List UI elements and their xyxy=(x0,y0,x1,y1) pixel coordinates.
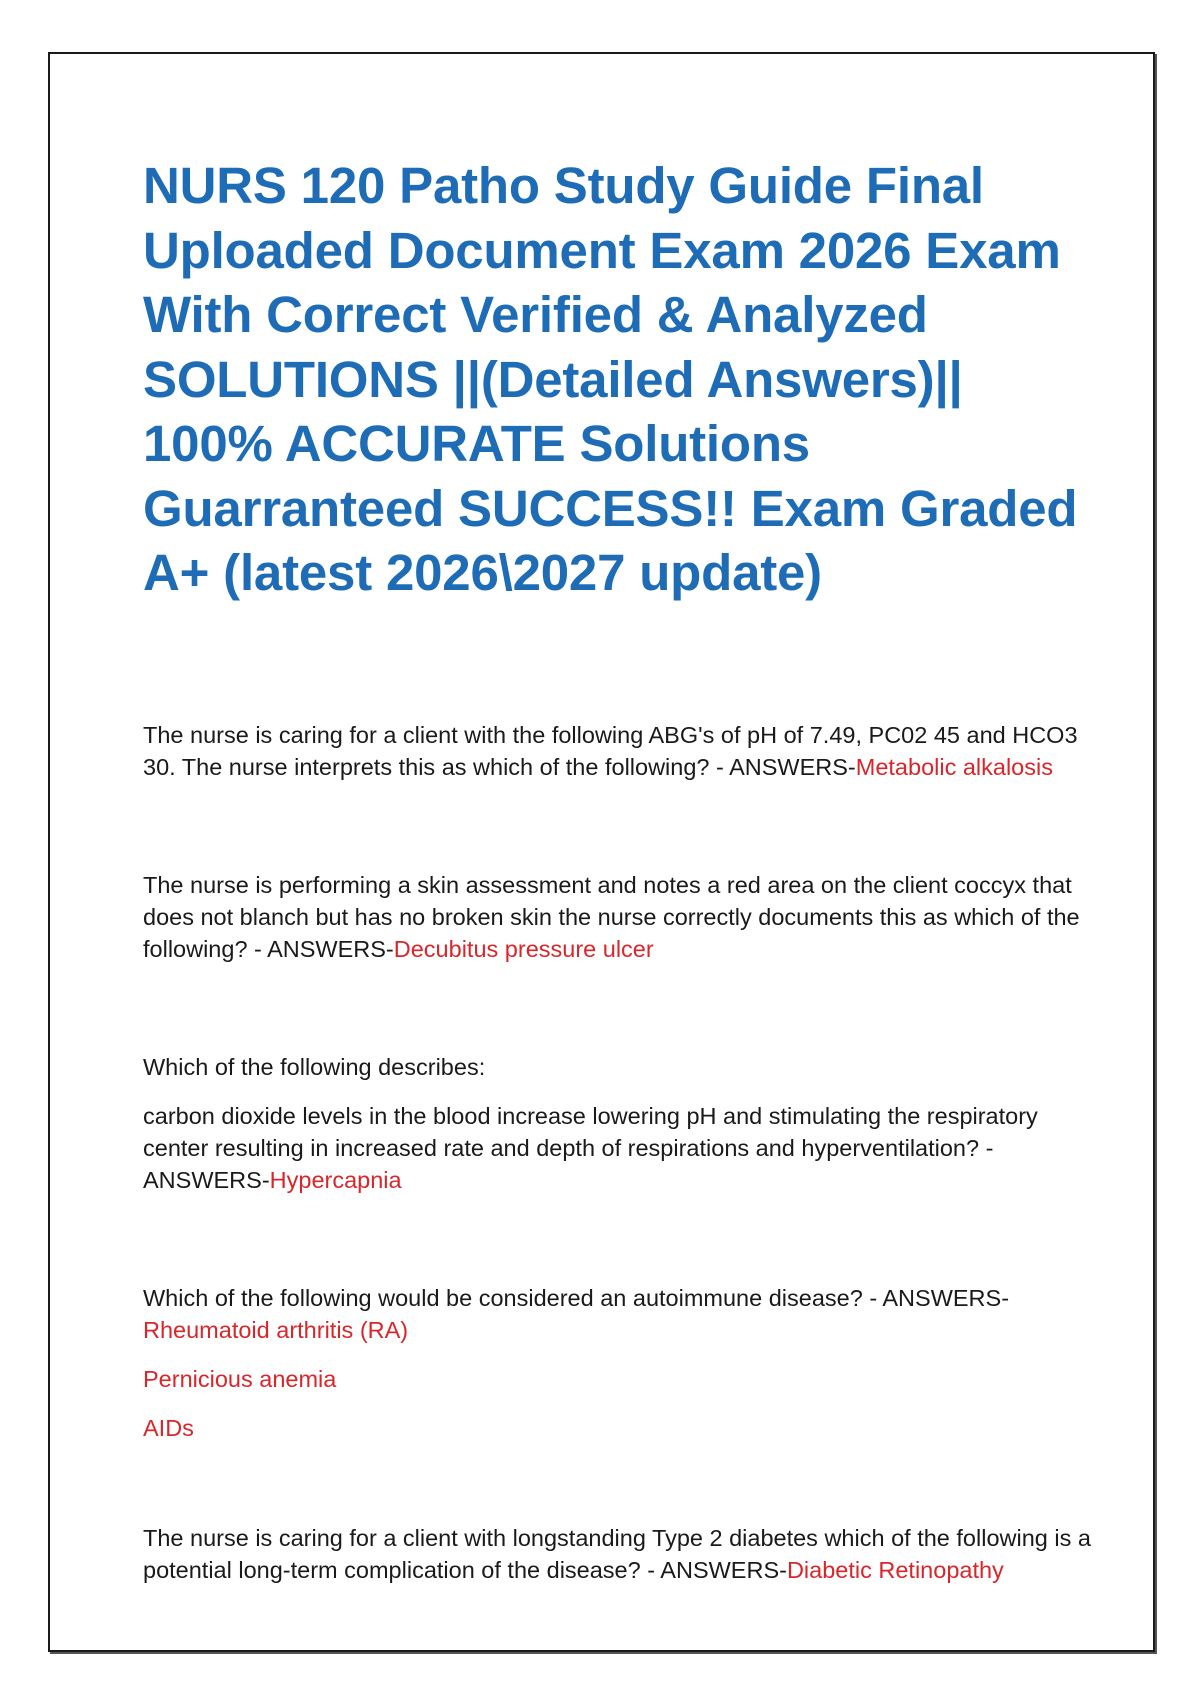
answer-text: Hypercapnia xyxy=(269,1166,402,1193)
answer-text: Decubitus pressure ulcer xyxy=(393,935,654,962)
document-title: NURS 120 Patho Study Guide Final Uploaded Document Exam 2026 Exam With Correct Verified & Analyzed SOLUTIONS ||(Detailed Answers)|| 100% ACCURATE Solutions Guarranteed SUCCESS!! Exam Graded A+ (latest 2026\2027 update) xyxy=(143,157,1078,601)
answer-prefix: - ANSWERS- xyxy=(647,1556,787,1583)
answer-text: Diabetic Retinopathy xyxy=(786,1556,1004,1583)
answer-prefix: - ANSWERS- xyxy=(716,753,856,780)
question-intro: Which of the following describes: xyxy=(143,1053,486,1080)
document-content xyxy=(143,154,1103,1586)
answer-prefix: - ANSWERS- xyxy=(254,935,394,962)
qa-item-4 xyxy=(143,1282,1103,1444)
question-text: The nurse is performing a skin assessment and notes a red area on the client coccyx that does not blanch but has no broken skin the nurse correctly documents this as which of the following? xyxy=(143,871,1080,962)
extra-answer: AIDs xyxy=(143,1414,194,1441)
answer-text: Rheumatoid arthritis (RA) xyxy=(143,1316,409,1343)
qa-paragraph xyxy=(143,1522,1103,1586)
extra-answer: Pernicious anemia xyxy=(143,1365,337,1392)
document-page xyxy=(48,52,1155,1652)
qa-item-5 xyxy=(143,1522,1103,1586)
qa-item-3 xyxy=(143,1051,1103,1196)
qa-paragraph xyxy=(143,719,1103,783)
qa-item-2 xyxy=(143,869,1103,965)
answer-prefix: - ANSWERS- xyxy=(869,1284,1010,1311)
question-text: carbon dioxide levels in the blood increase lowering pH and stimulating the respiratory center resulting in increased rate and depth of respirations and hyperventilation? xyxy=(143,1102,1038,1161)
answer-text: Metabolic alkalosis xyxy=(855,753,1053,780)
qa-item-1 xyxy=(143,719,1103,783)
qa-paragraph xyxy=(143,869,1103,965)
qa-paragraph xyxy=(143,1282,1103,1346)
question-text: The nurse is caring for a client with the following ABG's of pH of 7.49, PC02 45 and HCO3 30. The nurse interprets this as which of the following? xyxy=(143,721,1078,780)
question-text: Which of the following would be considered an autoimmune disease? xyxy=(143,1284,863,1311)
qa-paragraph xyxy=(143,1100,1103,1196)
question-text: The nurse is caring for a client with longstanding Type 2 diabetes which of the following is a potential long-term complication of the disease? xyxy=(143,1524,1091,1583)
answer-prefix: - ANSWERS- xyxy=(143,1134,994,1193)
